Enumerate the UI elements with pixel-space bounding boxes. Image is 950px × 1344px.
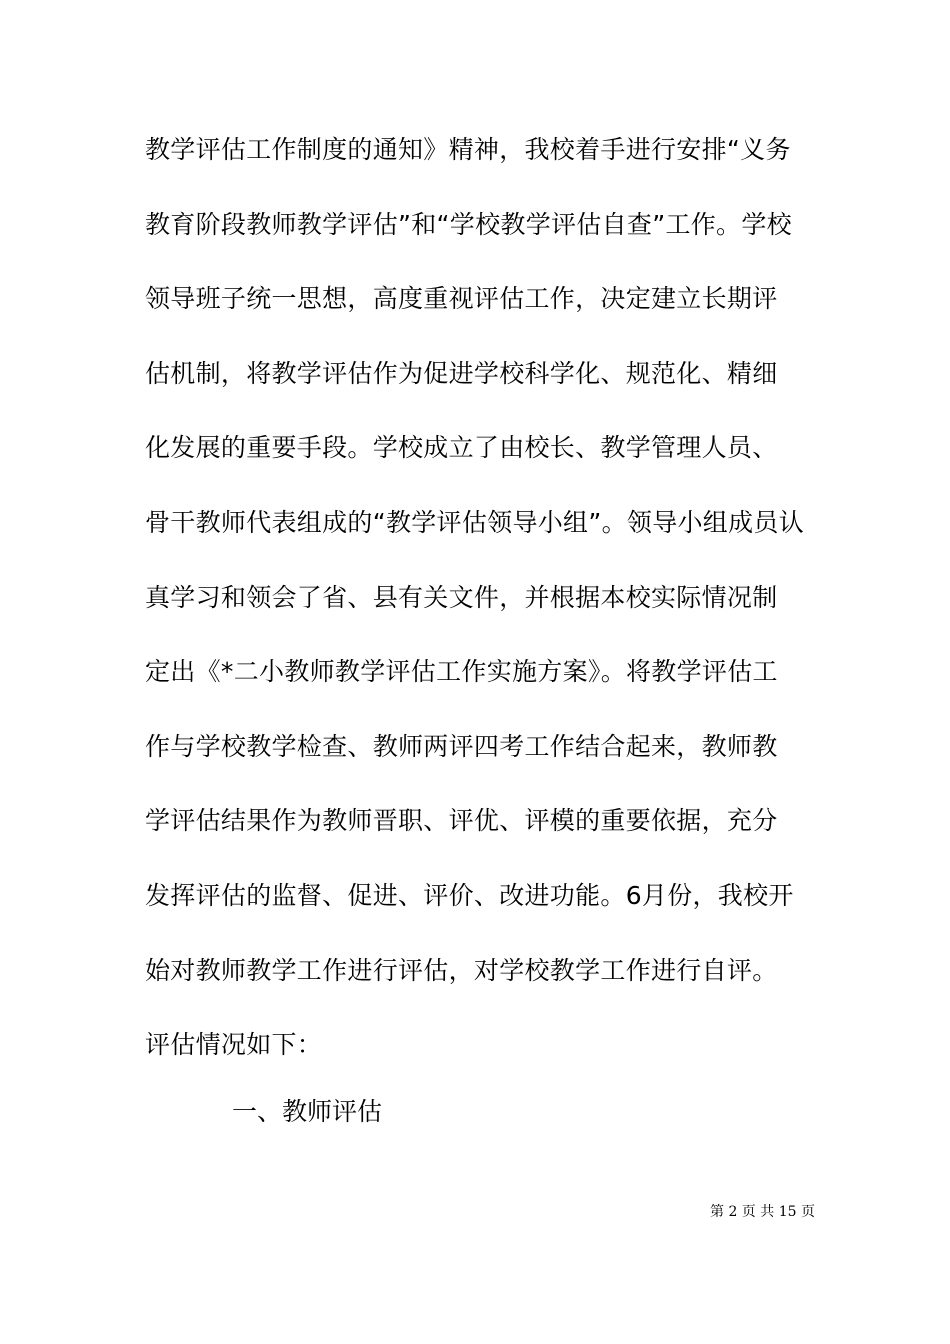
paragraph-line: 教学评估工作制度的通知》精神，我校着手进行安排“义务 <box>145 135 791 164</box>
paragraph-line: 化发展的重要手段。学校成立了由校长、教学管理人员、 <box>145 433 778 463</box>
paragraph-line: 领导班子统一思想，高度重视评估工作，决定建立长期评 <box>145 284 778 314</box>
page-number-footer: 第 2 页 共 15 页 <box>710 1204 815 1220</box>
paragraph-line: 评估情况如下： <box>145 1030 323 1060</box>
paragraph-line: 估机制，将教学评估作为促进学校科学化、规范化、精细 <box>145 358 778 388</box>
paragraph-line: 始对教师教学工作进行评估，对学校教学工作进行自评。 <box>145 955 778 985</box>
paragraph-line: 定出《*二小教师教学评估工作实施方案》。将教学评估工 <box>145 657 778 687</box>
paragraph-line: 学评估结果作为教师晋职、评优、评模的重要依据，充分 <box>145 806 778 836</box>
paragraph-line: 骨干教师代表组成的“教学评估领导小组”。领导小组成员认 <box>145 507 805 537</box>
paragraph-line: 教育阶段教师教学评估”和“学校教学评估自查”工作。学校 <box>145 209 792 239</box>
paragraph-line: 发挥评估的监督、促进、评价、改进功能。6月份，我校开 <box>145 880 794 910</box>
section-heading: 一、教师评估 <box>232 1097 383 1126</box>
body-paragraph <box>145 120 815 1090</box>
paragraph-line: 真学习和领会了省、县有关文件，并根据本校实际情况制 <box>145 582 778 612</box>
paragraph-line: 作与学校教学检查、教师两评四考工作结合起来，教师教 <box>145 731 778 761</box>
